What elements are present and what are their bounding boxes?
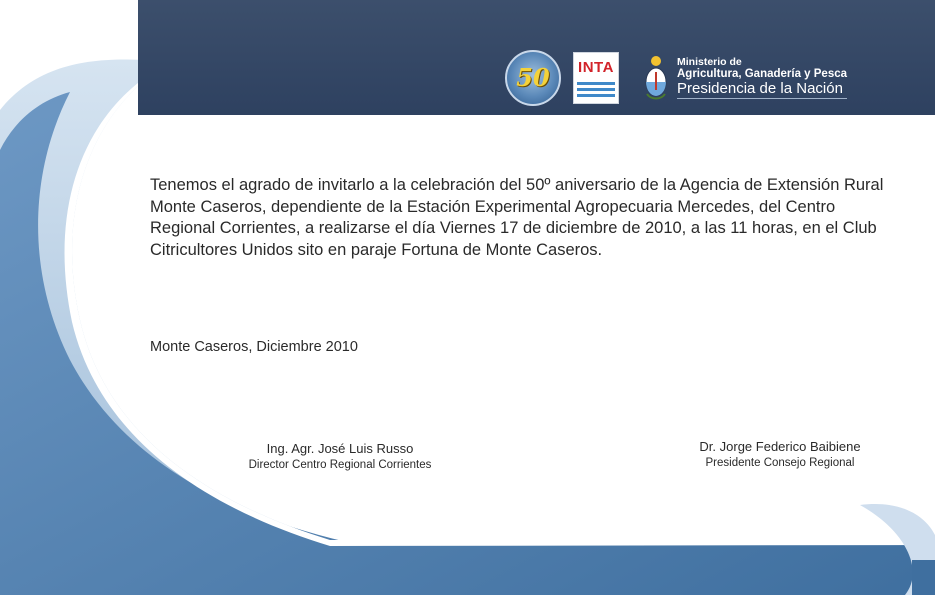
signature-role: Presidente Consejo Regional xyxy=(705,457,855,469)
signature-name: Ing. Agr. José Luis Russo xyxy=(266,441,414,456)
signature-left xyxy=(232,441,448,471)
ministry-line2: Agricultura, Ganadería y Pesca xyxy=(677,67,848,80)
inta-50-anniversary-logo xyxy=(505,50,561,106)
signature-role: Director Centro Regional Corrientes xyxy=(248,459,432,471)
inta-logo xyxy=(573,52,619,104)
signature-name: Dr. Jorge Federico Baibiene xyxy=(699,439,861,454)
ministry-line3: Presidencia de la Nación xyxy=(677,81,847,100)
place-date: Monte Caseros, Diciembre 2010 xyxy=(150,339,358,355)
inta-logo-text: INTA xyxy=(578,59,614,76)
invitation-body: Tenemos el agrado de invitarlo a la celebración del 50º aniversario de la Agencia de Extensión Rural Monte Caseros, dependiente de la Estación Experimental Agropecuaria Mercedes, del Centro Regional Corrientes, a realizarse el día Viernes 17 de diciembre de 2010, a las 11 horas, en el Club Citricultores Unidos sito en paraje Fortuna de Monte Caseros. xyxy=(150,176,884,259)
header-logos xyxy=(505,50,847,106)
logo-50-text: 50 xyxy=(516,63,550,92)
signature-right xyxy=(680,439,880,469)
ministry-line1: Ministerio de xyxy=(677,55,742,68)
ministry-title xyxy=(677,57,847,100)
argentina-coat-of-arms-icon xyxy=(643,54,669,102)
